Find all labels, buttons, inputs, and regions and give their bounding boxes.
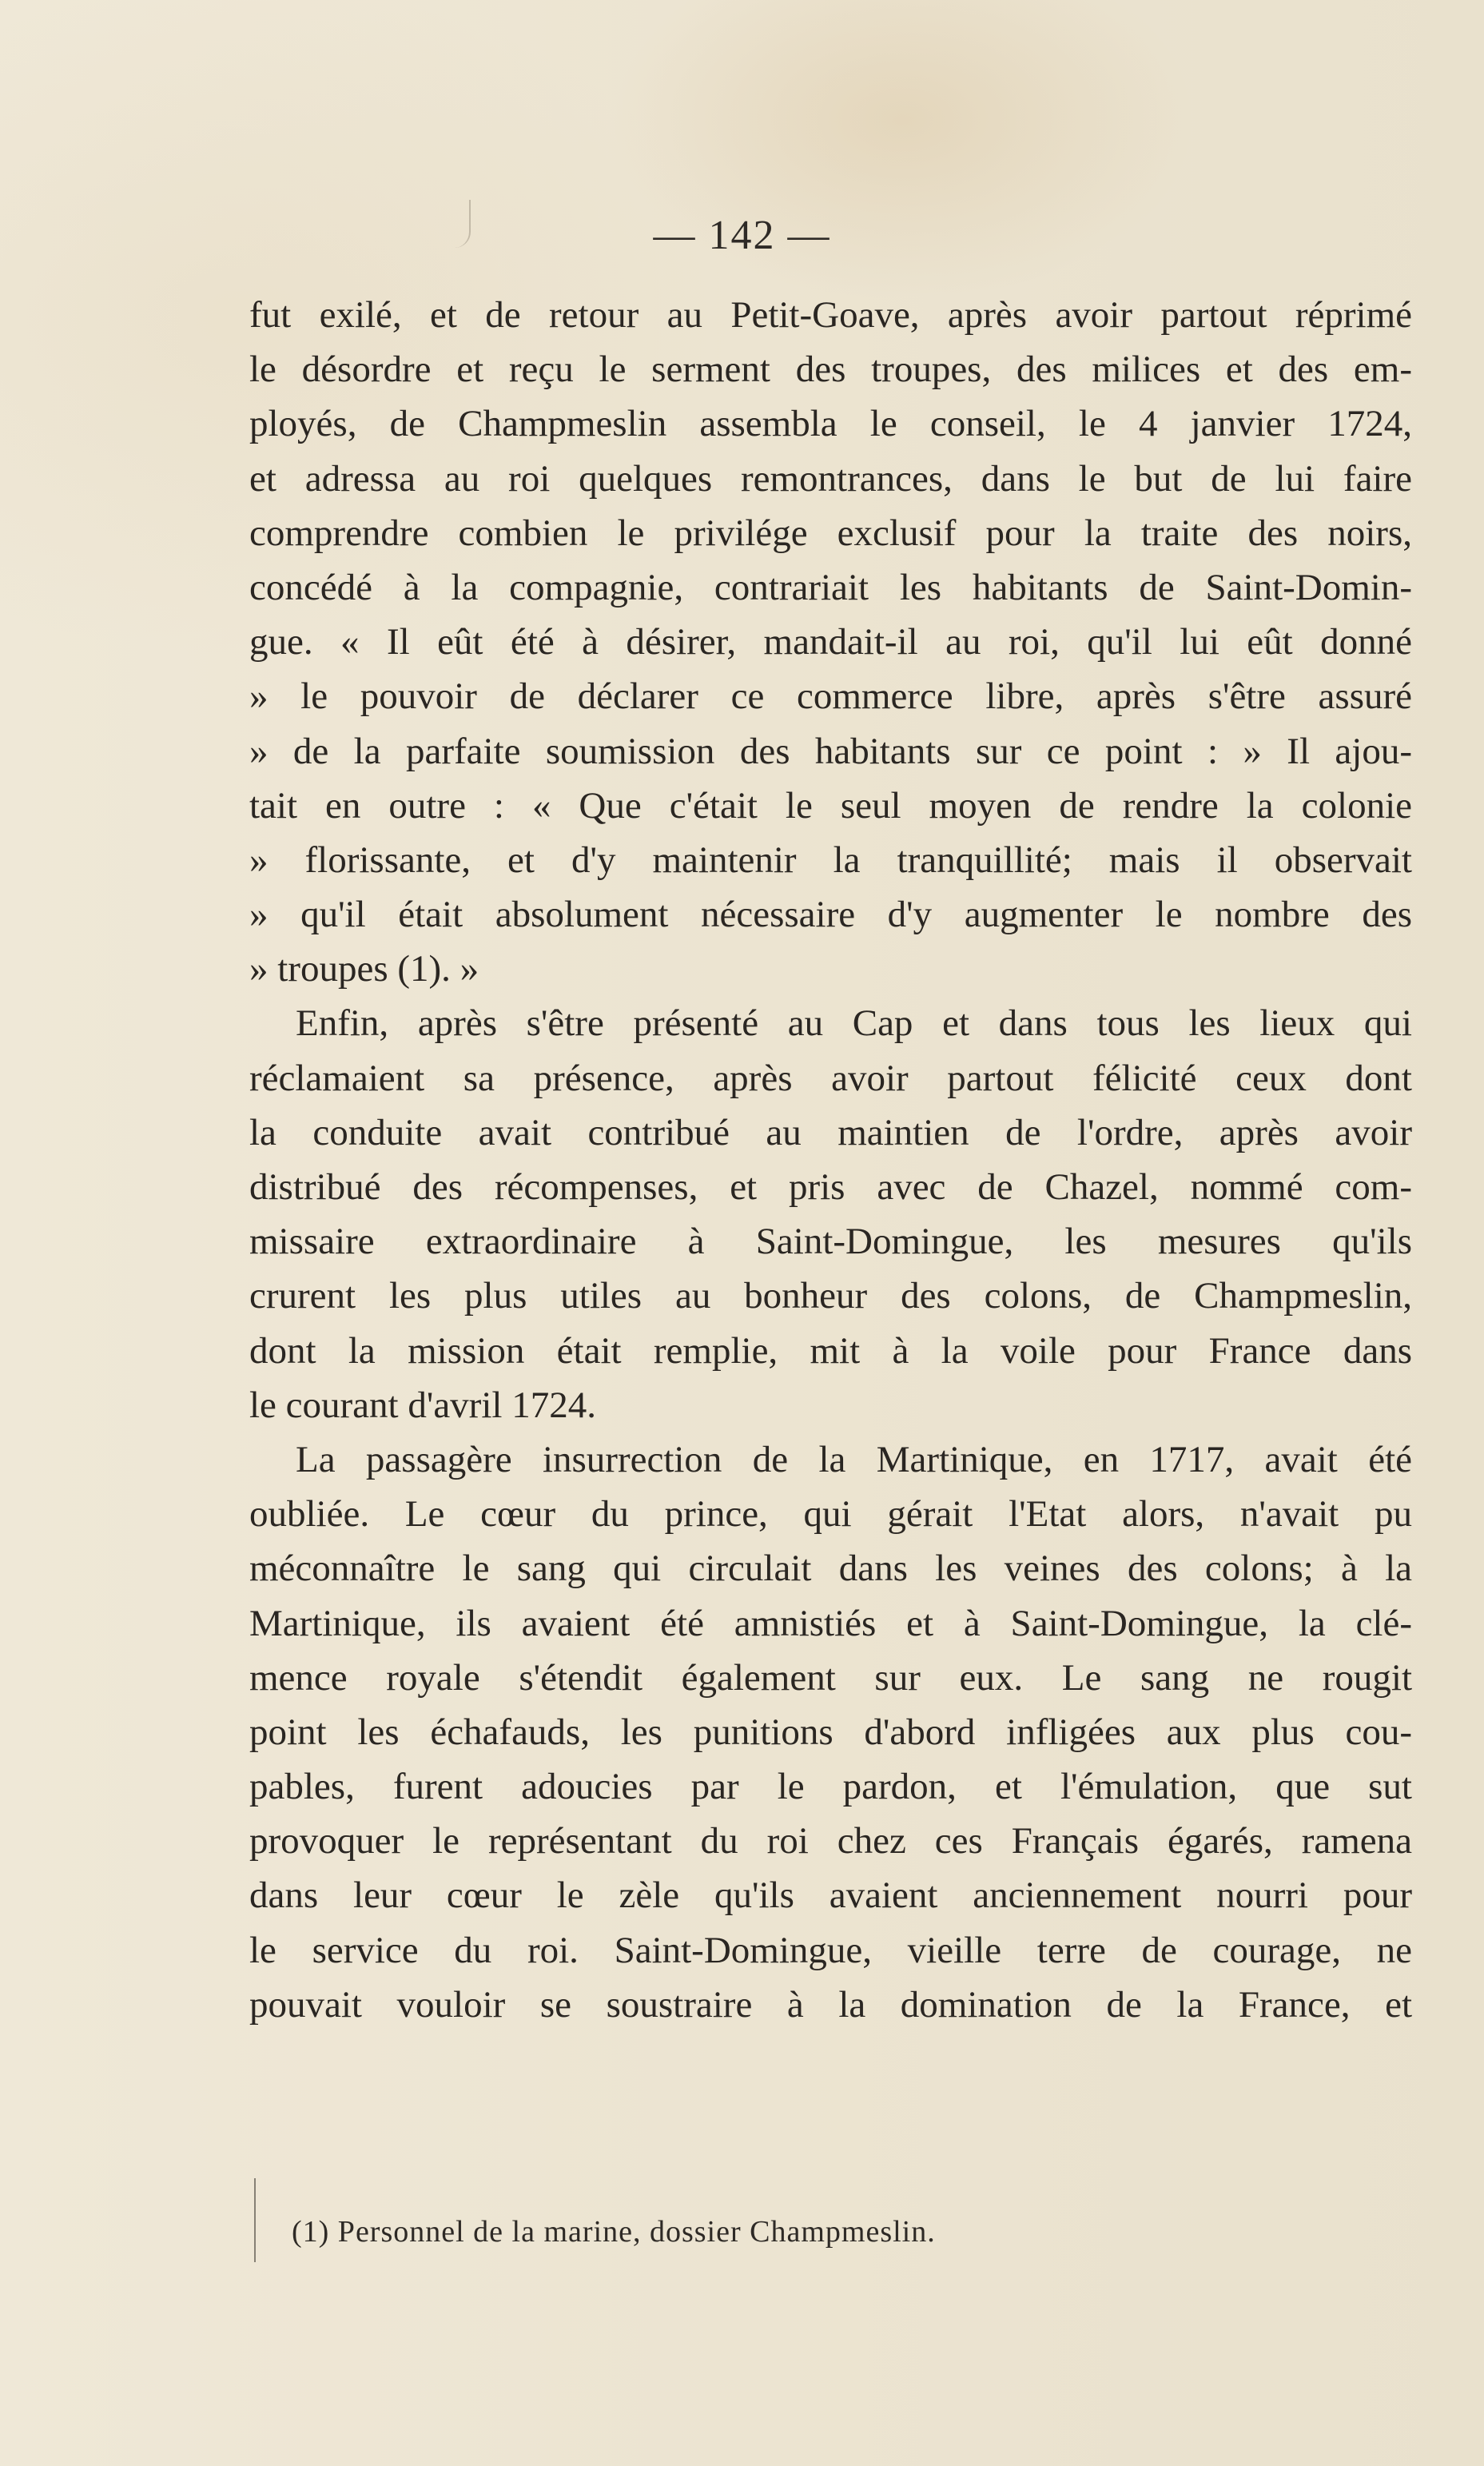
text-line: méconnaître le sang qui circulait dans les veines des colons; à la: [249, 1548, 1412, 1590]
footnote: (1) Personnel de la marine, dossier Champmeslin.: [292, 2215, 936, 2249]
text-line: oubliée. Le cœur du prince, qui gérait l'Etat alors, n'avait pu: [249, 1493, 1412, 1536]
text-line: le service du roi. Saint-Domingue, vieille terre de courage, ne: [249, 1929, 1412, 1971]
text-line: le désordre et reçu le serment des troupes, des milices et des em-: [249, 349, 1412, 391]
text-line: tait en outre : « Que c'était le seul moyen de rendre la colonie: [249, 784, 1412, 827]
text-line: pables, furent adoucies par le pardon, et l'émulation, que sut: [249, 1766, 1412, 1808]
text-line: point les échafauds, les punitions d'abord infligées aux plus cou-: [249, 1711, 1412, 1753]
text-line: » troupes (1). »: [249, 948, 479, 990]
text-line: concédé à la compagnie, contrariait les habitants de Saint-Domin-: [249, 566, 1412, 608]
margin-mark: [254, 2178, 256, 2262]
text-line: dans leur cœur le zèle qu'ils avaient anciennement nourri pour: [249, 1874, 1412, 1917]
text-line: ployés, de Champmeslin assembla le conseil, le 4 janvier 1724,: [249, 403, 1412, 445]
text-line: réclamaient sa présence, après avoir partout félicité ceux dont: [249, 1057, 1412, 1099]
text-line: » florissante, et d'y maintenir la tranquillité; mais il observait: [249, 839, 1412, 881]
page-number: — 142 —: [653, 213, 831, 258]
text-line: la conduite avait contribué au maintien de l'ordre, après avoir: [249, 1111, 1412, 1153]
text-line: fut exilé, et de retour au Petit-Goave, après avoir partout réprimé: [249, 294, 1412, 336]
text-line: le courant d'avril 1724.: [249, 1384, 596, 1426]
text-line: pouvait vouloir se soustraire à la domination de la France, et: [249, 1983, 1412, 2026]
text-line: » qu'il était absolument nécessaire d'y augmenter le nombre des: [249, 894, 1412, 936]
text-line: distribué des récompenses, et pris avec de Chazel, nommé com-: [249, 1166, 1412, 1208]
text-line: Enfin, après s'être présenté au Cap et dans tous les lieux qui: [296, 1002, 1412, 1045]
text-line: » le pouvoir de déclarer ce commerce libre, après s'être assuré: [249, 675, 1412, 718]
text-line: La passagère insurrection de la Martinique, en 1717, avait été: [296, 1438, 1412, 1480]
text-line: dont la mission était remplie, mit à la voile pour France dans: [249, 1329, 1412, 1372]
text-line: crurent les plus utiles au bonheur des colons, de Champmeslin,: [249, 1275, 1412, 1317]
text-line: mence royale s'étendit également sur eux. Le sang ne rougit: [249, 1656, 1412, 1699]
text-line: missaire extraordinaire à Saint-Domingue, les mesures qu'ils: [249, 1221, 1412, 1263]
text-line: Martinique, ils avaient été amnistiés et à Saint-Domingue, la clé-: [249, 1602, 1412, 1644]
text-line: comprendre combien le privilége exclusif pour la traite des noirs,: [249, 512, 1412, 554]
text-line: gue. « Il eût été à désirer, mandait-il au roi, qu'il lui eût donné: [249, 621, 1412, 663]
body-text: [249, 288, 1412, 2032]
text-line: » de la parfaite soumission des habitants sur ce point : » Il ajou-: [249, 730, 1412, 772]
text-line: et adressa au roi quelques remontrances, dans le but de lui faire: [249, 457, 1412, 500]
text-line: provoquer le représentant du roi chez ces Français égarés, ramena: [249, 1820, 1412, 1862]
